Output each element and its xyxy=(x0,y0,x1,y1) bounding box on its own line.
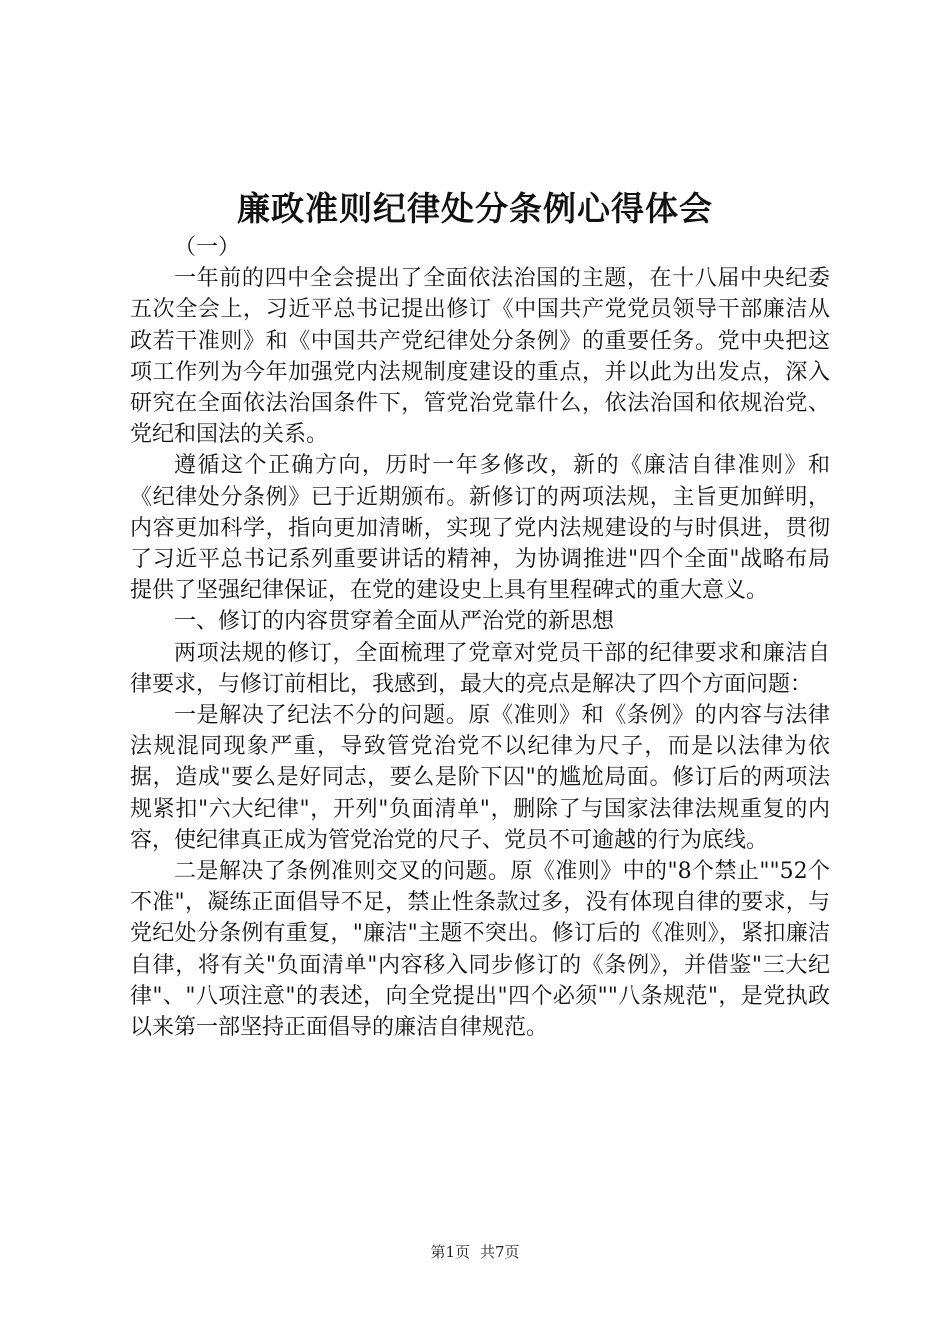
paragraph-revision-summary: 两项法规的修订，全面梳理了党章对党员干部的纪律要求和廉洁自律要求，与修订前相比，我感到，最大的亮点是解决了四个方面问题： xyxy=(130,640,830,697)
page-footer xyxy=(0,1242,950,1262)
section-marker: （一） xyxy=(174,235,241,260)
page-number: 第1页 xyxy=(430,1243,470,1261)
paragraph-point-one: 一是解决了纪法不分的问题。原《准则》和《条例》的内容与法律法规混同现象严重，导致管党治党不以纪律为尺子，而是以法律为依据，造成"要么是好同志，要么是阶下囚"的尴尬局面。修订后的两项法规紧扣"六大纪律"，开列"负面清单"，删除了与国家法律法规重复的内容，使纪律真正成为管党治党的尺子、党员不可逾越的行为底线。 xyxy=(130,703,830,853)
document-body xyxy=(130,232,830,1043)
page-total: 共7页 xyxy=(480,1243,520,1261)
paragraph-direction: 遵循这个正确方向，历时一年多修改，新的《廉洁自律准则》和《纪律处分条例》已于近期颁布。新修订的两项法规，主旨更加鲜明，内容更加科学，指向更加清晰，实现了党内法规建设的与时俱进，贯彻了习近平总书记系列重要讲话的精神，为协调推进"四个全面"战略布局提供了坚强纪律保证，在党的建设史上具有里程碑式的重大意义。 xyxy=(130,453,830,604)
subsection-heading: 一、修订的内容贯穿着全面从严治党的新思想 xyxy=(174,609,615,635)
paragraph-point-two: 二是解决了条例准则交叉的问题。原《准则》中的"8个禁止""52个不准"，凝练正面倡导不足，禁止性条款过多，没有体现自律的要求，与党纪处分条例有重复，"廉洁"主题不突出。修订后的《准则》，紧扣廉洁自律，将有关"负面清单"内容移入同步修订的《条例》，并借鉴"三大纪律"、"八项注意"的表述，向全党提出"四个必须""八条规范"，是党执政以来第一部坚持正面倡导的廉洁自律规范。 xyxy=(130,859,830,1041)
paragraph-intro: 一年前的四中全会提出了全面依法治国的主题，在十八届中央纪委五次全会上，习近平总书记提出修订《中国共产党党员领导干部廉洁从政若干准则》和《中国共产党纪律处分条例》的重要任务。党中央把这项工作列为今年加强党内法规制度建设的重点，并以此为出发点，深入研究在全面依法治国条件下，管党治党靠什么，依法治国和依规治党、党纪和国法的关系。 xyxy=(130,266,830,448)
document-title: 廉政准则纪律处分条例心得体会 xyxy=(237,189,713,228)
